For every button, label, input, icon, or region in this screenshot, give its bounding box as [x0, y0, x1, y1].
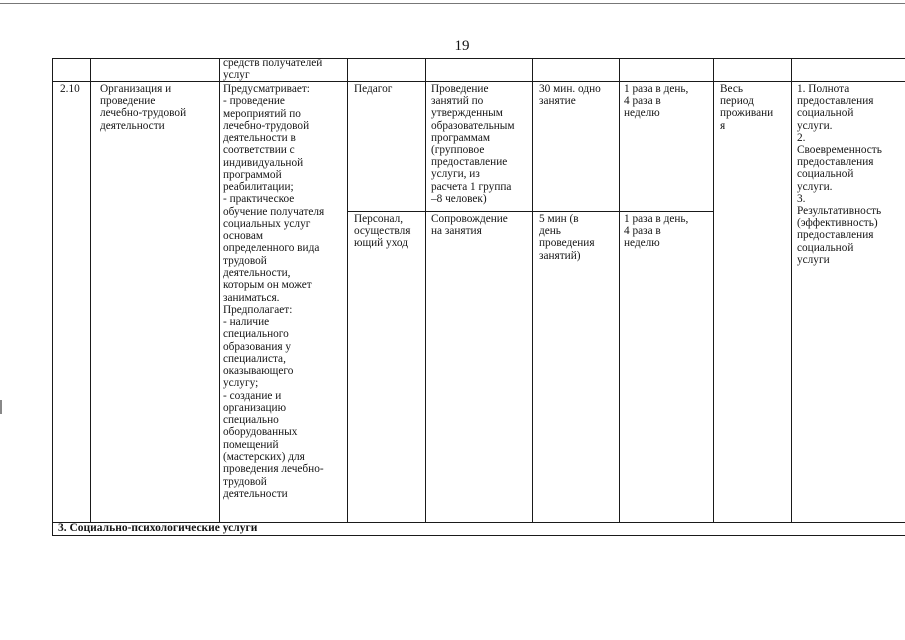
performer-duration: 5 мин (в день проведения занятий): [539, 213, 595, 262]
table-top-border: [52, 58, 905, 59]
performer-action: Проведение занятий по утвержденным образовательным программам (групповое предоставление услуги, из расчета 1 группа –8 человек): [431, 83, 515, 205]
quality-criteria: 1. Полнота предоставления социальной услуги. 2. Своевременность предоставления социальной услуги. 3. Результативность (эффективность) предоставления социальной услуги: [797, 83, 882, 266]
column-border-3: [347, 58, 348, 522]
column-border-4: [425, 58, 426, 522]
section-left-border: [52, 522, 53, 535]
page-number: 19: [454, 38, 470, 54]
column-border-6: [619, 58, 620, 522]
performer-name: Персонал, осуществля ющий уход: [354, 213, 411, 250]
performer-name: Педагог: [354, 83, 393, 95]
service-term: Весь период проживани я: [720, 83, 774, 132]
column-border-7: [713, 58, 714, 522]
table-bottom-border: [52, 535, 905, 536]
column-border-2: [219, 58, 220, 522]
scan-top-edge: [0, 3, 905, 4]
column-border-5: [532, 58, 533, 522]
performer-frequency: 1 раза в день, 4 раза в неделю: [624, 83, 689, 120]
performer-duration: 30 мин. одно занятие: [539, 83, 601, 108]
row-number: 2.10: [60, 83, 80, 95]
section-heading: 3. Социально-психологические услуги: [58, 522, 258, 534]
performer-frequency: 1 раза в день, 4 раза в неделю: [624, 213, 689, 250]
column-border-8: [791, 58, 792, 522]
service-name: Организация и проведение лечебно-трудовой деятельности: [100, 83, 187, 132]
column-border-1: [90, 58, 91, 522]
subrow-separator: [347, 211, 713, 212]
scan-edge-mark: [0, 400, 2, 414]
column-border-0: [52, 58, 53, 522]
service-content: Предусматривает: - проведение мероприятий по лечебно-трудовой деятельности в соответствии с индивидуальной программой реабилитации; - практическое обучение получателя социальных услуг основам определенного вида трудовой деятельности, которым он может заниматься. Предполагает: - наличие специального образования у специалиста, оказывающего услугу; - создание и организацию специально оборудованных помещений (мастерских) для проведения лечебно- трудовой деятельности: [223, 83, 325, 500]
performer-action: Сопровождение на занятия: [431, 213, 508, 238]
carry-over-cell-text: средств получателей услуг: [223, 57, 323, 81]
row-separator: [52, 81, 905, 82]
